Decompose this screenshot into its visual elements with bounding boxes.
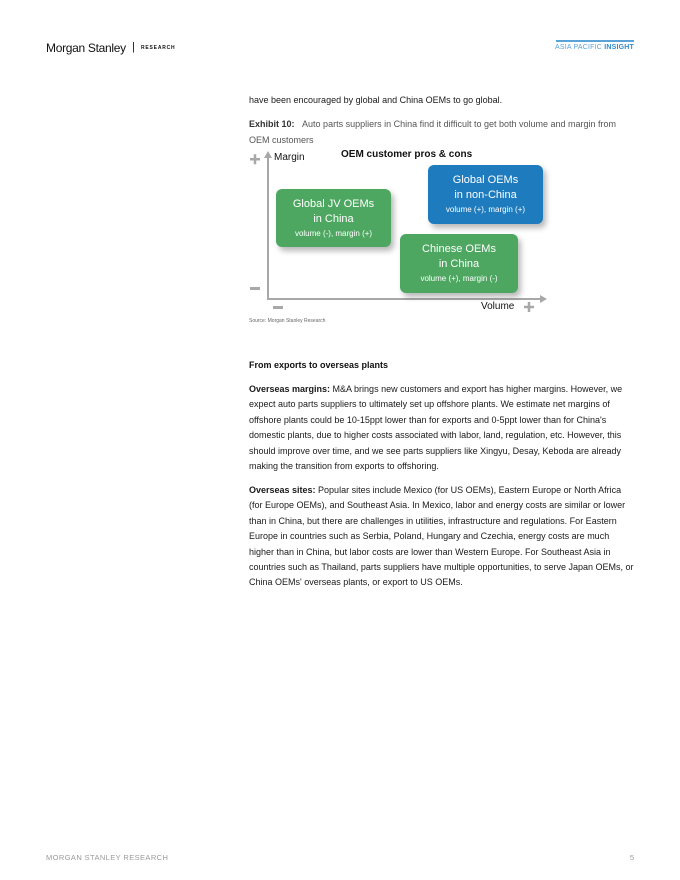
quadrant-box-global-jv (276, 189, 391, 247)
logo-separator: | (132, 41, 135, 53)
paragraph-body: Popular sites include Mexico (for US OEMs), Eastern Europe or North Africa (for Europe OEMs), and Southeast Asia. In Mexico, labor and energy costs are similar or lower than in China, but there are challenges in utilities, infrastructure and regulations. For Eastern Europe in countries such as Serbia, Poland, Hungary and Czechia, energy costs are much higher than in China, but labor costs are lower than Western Europe. For Southeast Asia in countries such as Thailand, parts suppliers have multiple opportunities, to serve Japan OEMs, or China OEMs' overseas plants, or export to US OEMs. (249, 485, 634, 588)
research-label: RESEARCH (141, 45, 176, 51)
exhibit-caption (249, 117, 634, 148)
paragraph-body: M&A brings new customers and export has higher margins. However, we expect auto parts suppliers to ultimately set up offshore plants. We estimate net margins of offshore plants could be 10-15ppt lower than for exports and 0-5ppt lower than for China's domestic plants, due to higher costs associated with labor, land, regulation, etc. However, this should improve over time, and we see parts suppliers like Xingyu, Desay, Keboda are already making the transition from exports to offshoring. (249, 384, 623, 472)
paragraph-lead: Overseas sites: (249, 485, 316, 495)
box-title-line2: in non-China (454, 189, 517, 201)
chart-title: OEM customer pros & cons (341, 149, 473, 160)
page-header (46, 40, 634, 60)
quadrant-box-global-non-china (428, 165, 543, 224)
box-title: Chinese OEMs (422, 243, 496, 255)
box-detail: volume (+), margin (+) (445, 205, 526, 214)
box-detail: volume (+), margin (-) (420, 274, 498, 283)
exhibit-label: Exhibit 10: (249, 119, 295, 129)
box-title-line2: in China (313, 213, 354, 225)
x-axis-arrow (540, 295, 547, 303)
section-heading: From exports to overseas plants (249, 360, 389, 370)
box-title: Global JV OEMs (292, 198, 375, 210)
x-minus-icon (273, 306, 283, 309)
box-title-line2: in China (438, 258, 480, 270)
y-axis-label: Margin (274, 152, 305, 163)
box-detail: volume (-), margin (+) (294, 229, 373, 238)
insight-label: INSIGHT (604, 44, 634, 51)
morgan-stanley-logo: Morgan Stanley (46, 41, 126, 55)
x-axis-label: Volume (481, 301, 515, 312)
lead-in-text: have been encouraged by global and China OEMs to go global. (249, 95, 503, 105)
paragraph-overseas-margins (249, 382, 634, 474)
source-note: Source: Morgan Stanley Research (249, 318, 326, 324)
y-minus-icon (250, 287, 260, 290)
paragraph-lead: Overseas margins: (249, 384, 331, 394)
paragraph-overseas-sites (249, 483, 634, 591)
quadrant-box-chinese-oems (400, 234, 518, 293)
page-number: 5 (629, 853, 634, 862)
header-rule (556, 40, 634, 42)
footer-label: MORGAN STANLEY RESEARCH (46, 853, 169, 862)
report-type-tag (555, 40, 634, 51)
box-title: Global OEMs (452, 174, 519, 186)
y-axis-arrow (264, 151, 272, 158)
region-label: ASIA PACIFIC (555, 44, 603, 51)
oem-quadrant-chart (249, 148, 559, 316)
exhibit-caption-text: Auto parts suppliers in China find it difficult to get both volume and margin from OEM customers (249, 119, 617, 145)
